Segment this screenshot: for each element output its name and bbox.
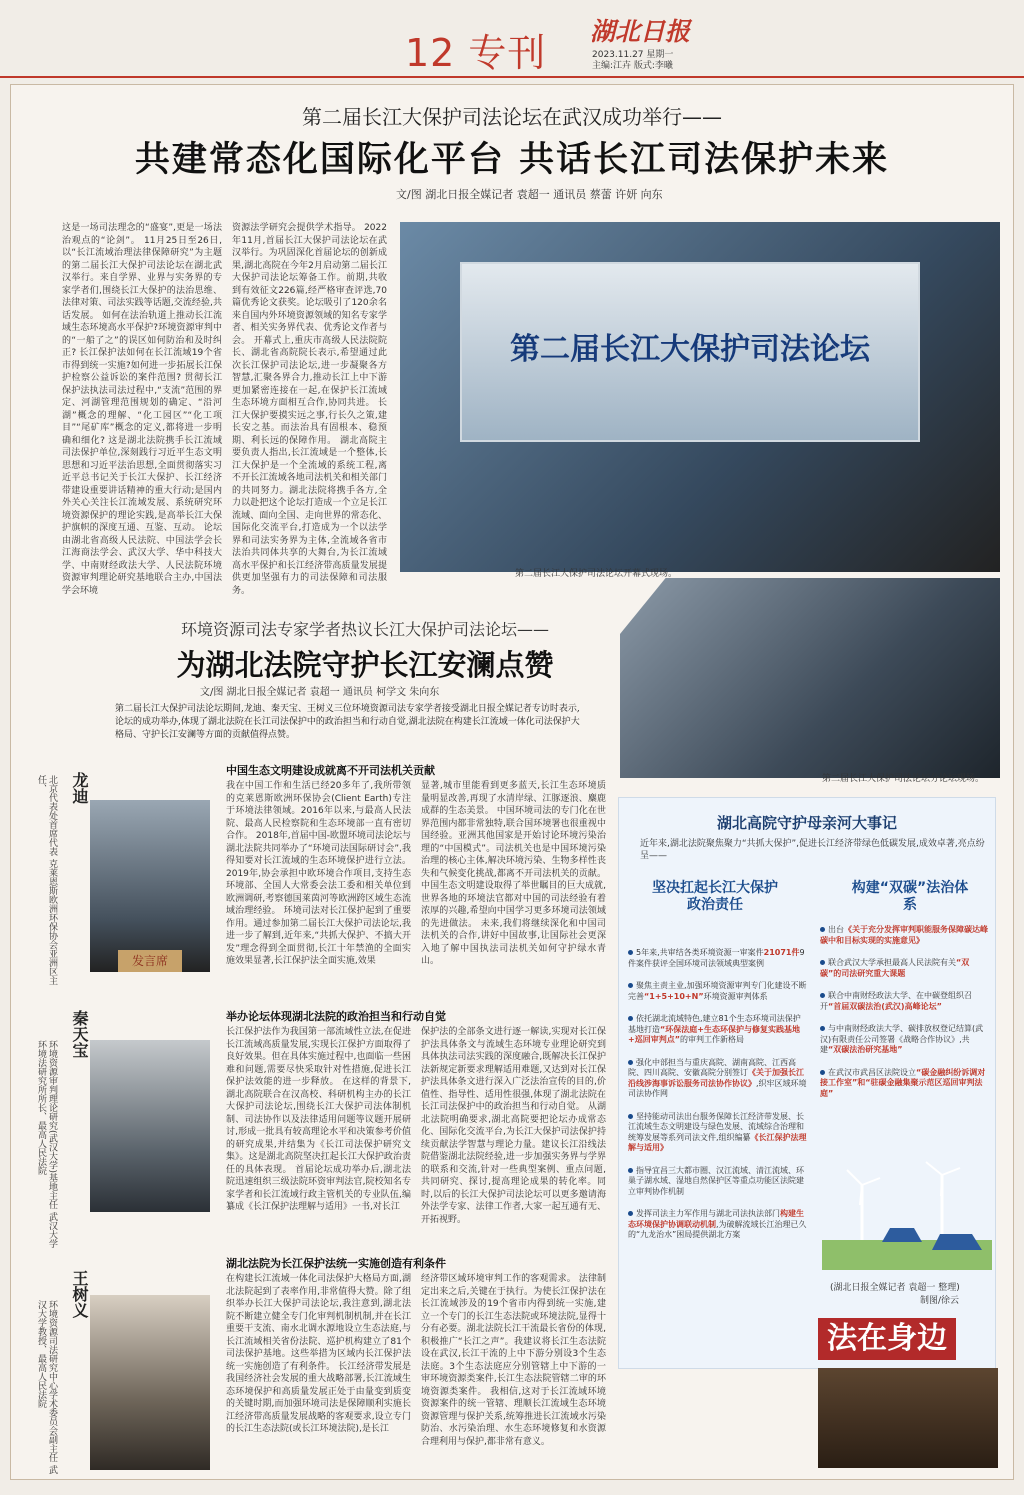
sub-intro: 第二届长江大保护司法论坛期间,龙迪、秦天宝、王树义三位环境资源司法专家学者接受湖北日报全媒记者专访时表示,论坛的成功举办,体现了湖北法院在长江司法保护中的政治担当和行动自觉,湖北法院在构建长江流域一体化司法保护大格局、守护长江安澜等方面的贡献值得点赞。 — [115, 704, 580, 740]
green-energy-illustration — [822, 1150, 992, 1270]
forum-opening-photo — [400, 222, 1000, 572]
sub-headline: 为湖北法院守护长江安澜点赞 — [176, 648, 554, 682]
right-bullet: 联合中南财经政法大学、在中碳登组织召开“首届双碳法治(武汉)高峰论坛” — [820, 991, 972, 1011]
person2-text-a: 长江保护法作为我国第一部流域性立法,在促进长江流域高质量发展,实现长江保护方面取得了良好效果。但在具体实施过程中,也面临一些困难和问题,需要尽快采取针对性措施,促进长江保护法效能的进一步释放。 在这样的背景下,湖北高院联合在汉高校、科研机构主办的长江大保护司法论坛,围绕长江大保护司法体制机制、司法协作以及法律适用问题等议题开展研讨,形成一批具有较高理论水平和决策参考价值的研究成果,并结集为《长江司法保护研究文集》。这是湖北高院坚决扛起长江大保护政治责任的具体表现。 首届论坛成功举办后,湖北法院迅速组织三级法院环资审判法官,院校知名专家学者和长江流域行政主管机关的专业队伍,编纂成《长江保护法理解与适用》一书,对长江 — [226, 1027, 411, 1212]
main-headline: 共建常态化国际化平台 共话长江司法保护未来 — [134, 140, 890, 180]
person1-name: 龙迪 — [70, 772, 89, 804]
screen-title: 第二届长江大保护司法论坛 — [510, 332, 870, 367]
credit-design: 制图/徐云 — [920, 1296, 960, 1306]
section-title-1: 中国生态文明建设成就离不开司法机关贡献 — [226, 764, 435, 777]
left-bullet: 依托湖北流域特色,建立81个生态环境司法保护基地打造“环保法庭+生态环保护与修复实践基地+巡回审判点”的审判工作新格局 — [628, 1014, 801, 1044]
left-bullet: 强化中部担当与重庆高院、湖南高院、江西高院、四川高院、安徽高院分别签订《关于加强长江沿线涉海事诉讼服务司法协作协议》,织牢区域环境司法协作网 — [628, 1057, 807, 1098]
forum-session-photo — [620, 578, 1000, 778]
person3-text-b: 经济带区域环境审判工作的客观需求。 法律制定出来之后,关键在于执行。为使长江保护法在长江流域涉及的19个省市内得到统一实施,建立一个专门的长江生态法院或环境法院,显得十分有必要。湖北法院长江干流最长省份的体现,积极推广“长江之声”。我建议将长江生态法院设在武汉,长江干流的上中下游分别设3个生态法庭。3个生态法庭应分别管辖上中下游的一审环境资源类案件,长江生态法院管辖二审的环境资源类案件。 我相信,这对于长江流域环境资源案件的统一管辖、理顺长江流域生态环境资源管理与保护关系,统筹推进长江流域水污染防治、水污染治理、水生态环境修复和水资源合理利用与保护,都非常有意义。 — [421, 1274, 606, 1447]
issue-editor: 主编:江卉 版式:李曦 — [592, 61, 673, 71]
left-column-title: 坚决扛起长江大保护政治责任 — [652, 880, 778, 913]
column-banner: 法在身边 — [818, 1318, 956, 1360]
person1-text-b: 显著,城市里能看到更多蓝天,长江生态环境质量明显改善,再现了水清岸绿、江豚逐浪、麋鹿成群的生态美景。 中国环境司法的专门化在世界范围内都非常独特,联合国环境署也很重视中国经验。亚洲其他国家是开始讨论环境污染治理的“中国模式”。司法机关也是中国环境污染治理的核心主体,解决环境污染、生物多样性丧失和气候变化挑战,都离不开司法机关的贡献。 中国生态文明建设取得了举世瞩目的巨大成就,世界各地的环境法官都对中国的司法经验有着浓厚的兴趣,希望向中国学习更多环境司法领域的先进做法。 未来,我们将继续深化和中国司法机关的合作,讲好中国故事,让国际社会更深入地了解中国执法司法机关如何守护绿水青山。 — [421, 781, 606, 966]
left-bullets — [628, 948, 808, 1241]
person3-title: 环境资源司法研究中心学术委员会副主任 武汉大学教授、最高人民法院 — [36, 1300, 57, 1474]
page-number: 12 专刊 — [405, 31, 547, 75]
right-bullet: 与中南财经政法大学、碳排放权登记结算(武汉)有限责任公司签署《战略合作协议》,共建“双碳法治研究基地” — [820, 1024, 984, 1054]
sub-kicker: 环境资源司法专家学者热议长江大保护司法论坛—— — [180, 620, 549, 639]
wind-solar-icon — [822, 1150, 992, 1270]
right-bullet: 在武汉市武昌区法院设立“碳金融纠纷诉调对接工作室”和“驻碳金融集聚示范区巡回审判法庭” — [820, 1067, 986, 1098]
milestones-intro: 近年来,湖北法院聚焦聚力“共抓大保护”,促进长江经济带绿色低碳发展,成效卓著,亮点纷呈—— — [640, 839, 985, 861]
photo1-caption: 第二届长江大保护司法论坛开幕式现场。 — [515, 569, 678, 579]
sub-byline: 文/图 湖北日报全媒记者 袁超一 通讯员 柯学文 朱向东 — [200, 687, 440, 698]
left-bullet: 聚焦主责主业,加强环境资源审判专门化建设不断完善“1+5+10+N”环境资源审判体系 — [628, 981, 807, 1001]
stage-screen — [460, 262, 920, 442]
person2-title: 环境资源审判理论研究(武汉大学)基地主任 武汉大学环境法研究所所长、最高人民法院 — [36, 1040, 57, 1248]
left-bullet: 发挥司法主力军作用与湖北司法执法部门构建生态环境保护协调联动机制,为破解流域长江治理已久的“九龙治水”困局提供湖北方案 — [628, 1209, 807, 1239]
person1-text-a: 我在中国工作和生活已经20多年了,我所带领的克莱恩斯欧洲环保协会(Client Earth)专注于环境法律领域。2016年以来,与最高人民法院、最高人民检察院和生态环境部一直有密切合作。 2018年,首届中国-欧盟环境司法论坛与湖北法院共同举办了“环境司法国际研讨会”,我得知要对长江流域的生态环境保护进行立法。2019年,协会承担中欧环境合作项目,支持生态环境部、全国人大常委会法工委和相关单位到欧洲调研,考察德国莱茵河等欧洲跨区域生态流域治理经验。 环境司法对长江保护起到了重要作用。通过参加第二届长江大保护司法论坛,我进一步了解到,近年来,“共抓大保护、不搞大开发”理念得到全面贯彻,长江十年禁渔的全面实施效果显著,长江保护法全面实施,效果 — [226, 781, 411, 966]
section-title-3: 湖北法院为长江保护法统一实施创造有利条件 — [226, 1257, 446, 1270]
milestones-title: 湖北高院守护母亲河大事记 — [716, 814, 897, 832]
gavel-illustration — [818, 1368, 998, 1468]
person2-text-b: 保护法的全部条文进行逐一解读,实现对长江保护法具体条文与流域生态环境专业理论研究到具体执法司法实践的深度融合,既解决长江保护法新规定新要求理解适用难题,又达到对长江保护法具体条文进行深入广泛法治宣传的目的,价值性、指导性、适用性很强,体现了湖北法院在长江司法保护中的政治担当和行动自觉。 从湖北法院明确要求,湖北高院要把论坛办成常态化、国际化交流平台,为长江大保护司法保护持续贡献法学智慧与理论力量。建议长江沿线法院借鉴湖北法院经验,进一步加强实务界与学界的联系和交流,针对一些典型案例、重点问题,共同研究、探讨,提高理论成果的转化率。同时,以后的长江大保护司法论坛可以更多邀请海外法学专家、法律工作者,大家一起互通有无、开拓视野。 — [421, 1027, 606, 1225]
person3-photo — [90, 1295, 210, 1470]
right-bullet: 联合武汉大学承担最高人民法院有关“双碳”的司法研究重大课题 — [820, 958, 970, 978]
person3-name: 王树义 — [70, 1270, 89, 1318]
podium-sign: 发言席 — [118, 950, 182, 972]
right-bullets — [820, 925, 990, 1099]
right-column-title: 构建“双碳”法治体系 — [851, 880, 969, 913]
issue-date: 2023.11.27 星期一 — [592, 50, 674, 60]
main-kicker: 第二届长江大保护司法论坛在武汉成功举行—— — [302, 105, 722, 129]
credit: (湖北日报全媒记者 袁超一 整理) — [830, 1283, 960, 1293]
left-bullet: 坚持能动司法出台服务保障长江经济带发展、长江流域生态文明建设与绿色发展、流域综合治理和统筹发展等系列司法文件,组织编纂《长江保护法理解与适用》 — [628, 1111, 807, 1152]
main-byline: 文/图 湖北日报全媒记者 袁超一 通讯员 蔡蕾 许妍 向东 — [396, 188, 663, 201]
person2-name: 秦天宝 — [70, 1010, 89, 1058]
person2-photo — [90, 1040, 210, 1212]
issue-meta — [592, 50, 673, 72]
section-title-2: 举办论坛体现湖北法院的政治担当和行动自觉 — [226, 1010, 446, 1023]
right-bullet: 出台《关于充分发挥审判职能服务保障碳达峰碳中和目标实现的实施意见》 — [820, 925, 988, 945]
left-bullet: 指导宜昌三大都市圈、汉江流域、清江流域、环巢子湖水域、湿地自然保护区等重点功能区法院建立审判协作机制 — [628, 1165, 804, 1196]
left-bullet: 5年来,共审结各类环境资源一审案件21071件9件案件获评全国环境司法领域典型案例 — [628, 948, 805, 968]
newspaper-logo: 湖北日报 — [590, 17, 691, 46]
photo2-caption: 第二届长江大保护司法论坛分论坛现场。 — [822, 774, 985, 784]
person3-text-a: 在构建长江流域一体化司法保护大格局方面,湖北法院起到了表率作用,非常值得大赞。除了组织举办长江大保护司法论坛,我注意到,湖北法院不断建立健全专门化审判机制机制,并在长江重要干支流、南水北调水源地设立生态法庭,与长江流域相关省份法院、巡护机构建立了81个司法保护基地。这些举措为区域内长江保护法统一实施创造了有利条件。 长江经济带发展是我国经济社会发展的重大战略部署,长江流域生态环境保护和高质量发展正处于由量变到质变的关键时期,而加强环境司法是保障顺利实施长江经济带高质量发展战略的客观要求,设立专门的长江生态法院(或长江环境法院),是长江 — [226, 1274, 411, 1434]
person1-title: 北京代表处首席代表 克莱恩斯欧洲环保协会亚洲区主任、 — [36, 775, 57, 985]
main-col-2: 资源法学研究会提供学术指导。 2022年11月,首届长江大保护司法论坛在武汉举行。为巩固深化首届论坛的创新成果,湖北高院在今年2月启动第二届长江大保护司法论坛筹备工作。前期,共收到有效征文226篇,经严格审查评选,70篇优秀论文获奖。论坛吸引了120余名来自国内外环境资源领域的知名专家学者、相关实务界代表、优秀论文作者与会。 开幕式上,重庆市高级人民法院院长、湖北省高院院长表示,希望通过此次长江保护司法论坛,进一步凝聚各方智慧,汇聚各界合力,推动长江上中下游更加紧密连接在一起,在保护长江流域生态环境方面相互合作,协同共进。 长江大保护要摸实远之事,行长久之策,建长安之基。而法治具有固根本、稳预期、利长远的保障作用。 湖北高院主要负责人指出,长江流域是一个整体,长江大保护是一个全流域的系统工程,离不开长江流域各地司法机关和相关部门的共同努力。湖北法院将携手各方,全力以赴把这个论坛打造成一个立足长江流域、面向全国、走向世界的常态化、国际化交流平台,打造成为一个以法学界和司法实务界为主体,全流域各省市法治共同体共享的大舞台,为长江流域高水平保护和长江经济带高质量发展提供更加坚强有力的司法保障和司法服务。 — [232, 223, 387, 596]
person1-photo — [90, 800, 210, 972]
top-rule — [0, 76, 1024, 78]
main-col-1: 这是一场司法理念的“盛宴”,更是一场法治观点的“论剑”。 11月25日至26日,以“长江流域治理法律保障研究”为主题的第二届长江大保护司法论坛在湖北武汉举行。来自学界、业界与实务界的专家学者们,围绕长江大保护的法治思维、法律对策、司法实践等话题,交流经验,共话发展。 如何在法治轨道上推动长江流域生态环境高水平保护?环境资源审判中的“一船了之”的误区如何防治和及时纠正? 长江保护法如何在长江流域19个省市得到统一实施?如何进一步拓展长江保护检察公益诉讼的案件范围? 贯彻长江保护法执法司法过程中,“支流”范围的界定、河湖管理范围规划的确定、“沿河湖”概念的理解、“化工园区”“化工项目”“尾矿库”概念的定义,都将进一步明确和细化? 这是湖北法院携手长江流域司法保护单位,深刻践行习近平生态文明思想和习近平法治思想,全面贯彻落实习近平总书记关于长江大保护、长江经济带建设重要讲话精神的重大行动;是国内外关心关注长江流域发展、系统研究环境资源保护的理论实践,是高举长江大保护旗帜的深度互通、互鉴、互动。 论坛由湖北省高级人民法院、中国法学会长江海商法学会、武汉大学、华中科技大学、中南财经政法大学、人民法院环境资源审判理论研究基地联合主办,中国法学会环境 — [62, 223, 222, 596]
